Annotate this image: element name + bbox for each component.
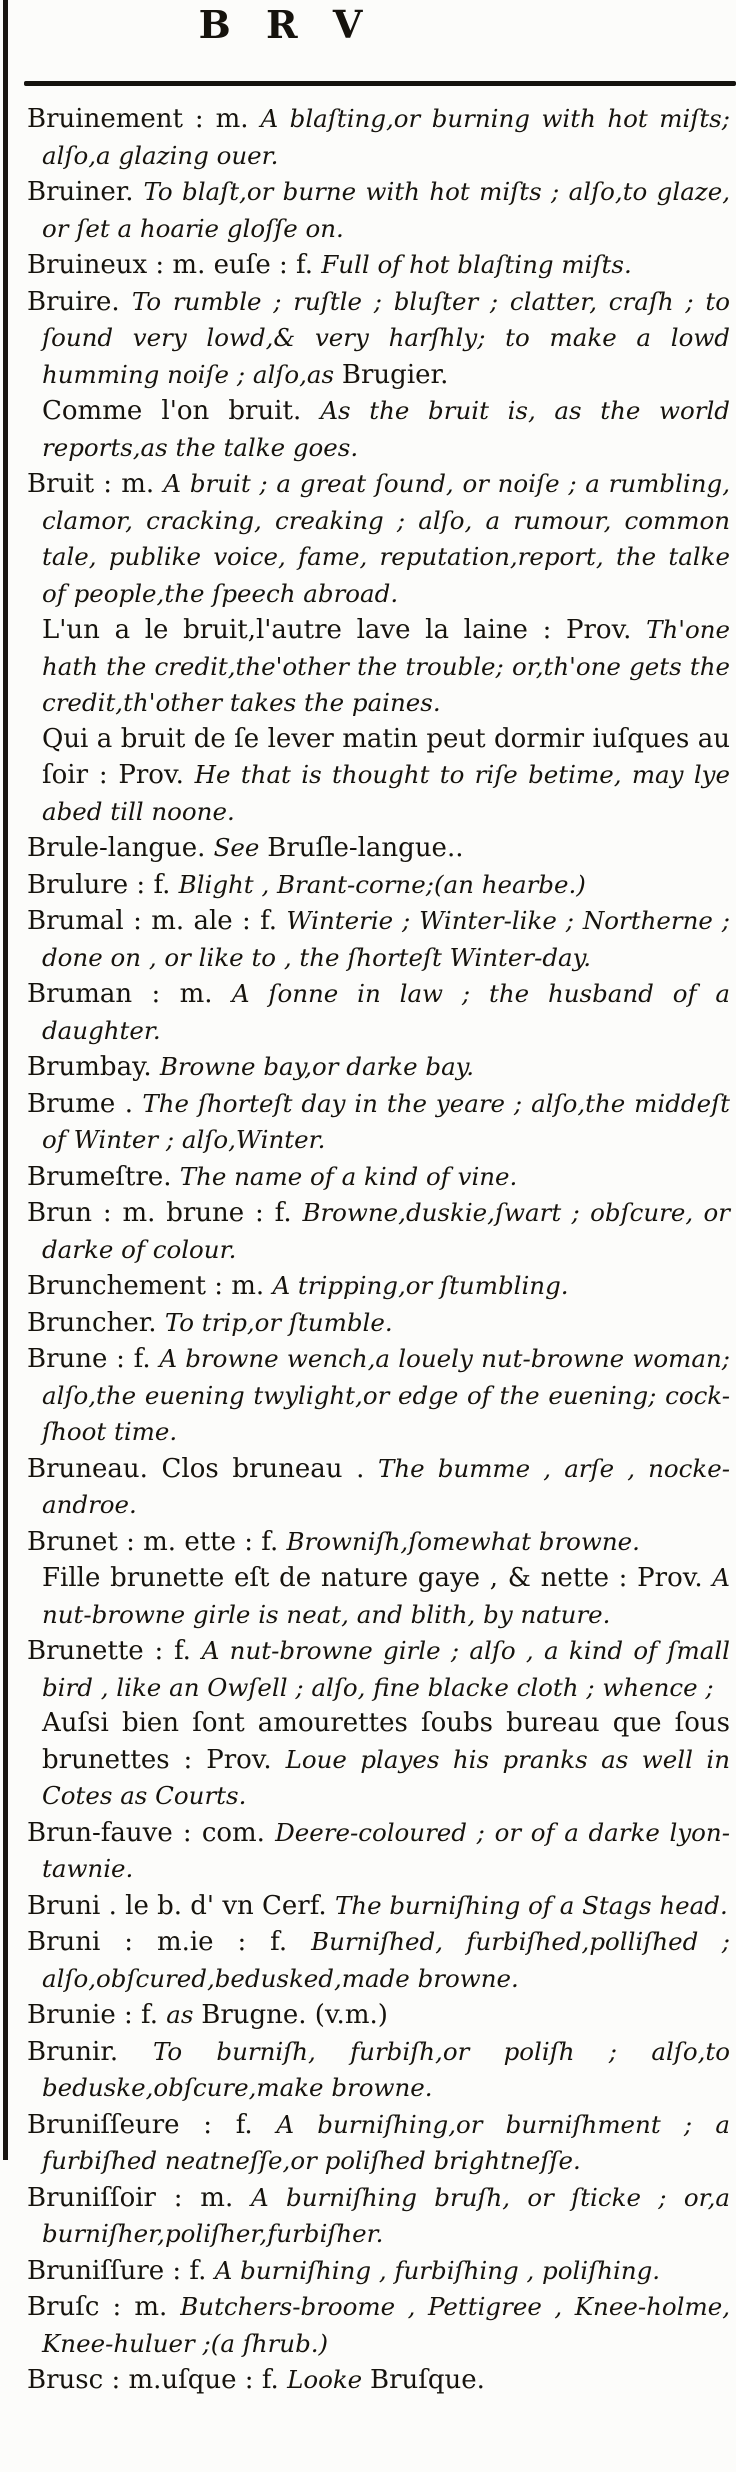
- definition-text: The ſhorteſt day in the yeare ; alſo,the middeſt of Winter ; alſo,Winter.: [42, 1088, 730, 1154]
- headword-french-text: Bruni : m.ie : f.: [27, 1927, 312, 1957]
- headword-french-text: Bruman : m.: [27, 979, 232, 1009]
- definition-text: The name of a kind of vine.: [179, 1161, 518, 1191]
- entries-column: [27, 102, 730, 2400]
- dictionary-entry: [27, 1050, 730, 1087]
- headword-french-text: Bruit : m.: [27, 469, 164, 499]
- dictionary-entry: [27, 977, 730, 1050]
- headword-french-text: Brumbay.: [27, 1052, 160, 1082]
- dictionary-entry: [27, 1998, 730, 2035]
- definition-text: Winterie ; Winter-like ; Northerne ; done on , or like to , the ſhorteſt Winter-day.: [42, 906, 730, 972]
- headword-french-text: Brulure : f.: [27, 869, 179, 900]
- definition-text: Browniſh,ſomewhat browne.: [286, 1526, 640, 1556]
- dictionary-entry: [27, 2290, 730, 2363]
- definition-text: Looke: [287, 2365, 370, 2394]
- definition-text: Full of hot blaſting miſts.: [321, 250, 632, 279]
- headword-french-text: Bruſc : m.: [27, 2292, 181, 2322]
- dictionary-entry: [27, 1925, 730, 1998]
- dictionary-entry: [27, 1306, 730, 1343]
- headword-french-text: Bruneau. Clos bruneau .: [27, 1453, 378, 1484]
- definition-text: Deere-coloured ; or of a darke lyon-tawnie.: [42, 1817, 730, 1883]
- dictionary-entry: [27, 1269, 730, 1306]
- dictionary-entry: [27, 175, 730, 248]
- definition-text: A bruit ; a great ſound, or noiſe ; a rumbling, clamor, cracking, creaking ; alſo, a rumour, common tale, publike voice, fame, reputation,report, the talke of people,the ſpeech abroad.: [42, 469, 730, 608]
- headword-french-text: Bruniſſeure : f.: [27, 2109, 277, 2140]
- definition-text: A burniſhing , furbiſhing , poliſhing.: [214, 2255, 661, 2285]
- definition-text: The burniſhing of a Stags head.: [334, 1890, 728, 1920]
- headword-french-text: Bruineux : m. euſe : f.: [27, 250, 322, 280]
- definition-text: A nut-browne girle ; alſo , a kind of ſmall bird , like an Owſell ; alſo, fine blacke cloth ; whence ;: [42, 1636, 730, 1702]
- definition-text: Th'one hath the credit,the'other the trouble; or,th'one gets the credit,th'other takes the paines.: [42, 615, 730, 717]
- dictionary-entry: [27, 1889, 730, 1926]
- definition-text: To rumble ; ruſtle ; bluſter ; clatter, craſh ; to ſound very lowd,& very harſhly; to make a lowd humming noiſe ; alſo,as: [42, 286, 730, 389]
- definition-text: A ſonne in law ; the husband of a daughter.: [42, 979, 730, 1045]
- headword-french-text: Bruſle-langue..: [267, 833, 464, 863]
- dictionary-entry: [27, 1087, 730, 1160]
- dictionary-entry: [27, 1816, 730, 1889]
- headword-french-text: Brunir.: [27, 2036, 153, 2067]
- definition-text: as: [166, 2000, 202, 2029]
- definition-text: A burniſhing,or burniſhment ; a furbiſhed neatneſſe,or poliſhed brightneſſe.: [42, 2109, 730, 2175]
- left-margin-rule: [3, 0, 8, 2160]
- headword-french-text: Brun : m. brune : f.: [27, 1198, 303, 1228]
- dictionary-entry: [27, 1634, 730, 1707]
- proverb-subentry: [27, 723, 730, 832]
- headword-french-text: Bruiner.: [27, 177, 144, 207]
- definition-text: Blight , Brant-corne;(an hearbe.): [178, 869, 586, 899]
- definition-text: As the bruit is, as the world reports,as the talke goes.: [42, 396, 730, 462]
- definition-text: The bumme , arſe , nocke-androe.: [42, 1453, 730, 1519]
- dictionary-entry: [27, 2254, 730, 2291]
- dictionary-entry: [27, 831, 730, 868]
- headword-french-text: Bruſque.: [369, 2365, 485, 2395]
- headword-french-text: Qui a bruit de ſe lever matin peut dormir iuſques au ſoir : Prov.: [42, 723, 730, 790]
- headword-french-text: Bruni . le b. d' vn Cerf.: [27, 1890, 335, 1921]
- headword-french-text: Comme l'on bruit.: [42, 396, 321, 426]
- proverb-subentry: [27, 394, 730, 467]
- definition-text: Browne,duskie,ſwart ; obſcure, or darke of colour.: [42, 1198, 730, 1264]
- headword-french-text: Brumal : m. ale : f.: [27, 906, 287, 936]
- headword-french-text: Bruire.: [27, 286, 132, 317]
- dictionary-entry: [27, 1160, 730, 1197]
- dictionary-entry: [27, 904, 730, 977]
- dictionary-entry: [27, 2035, 730, 2108]
- dictionary-entry: [27, 1196, 730, 1269]
- running-head: B R V: [198, 2, 374, 47]
- dictionary-entry: [27, 1525, 730, 1562]
- headword-french-text: Brunie : f.: [27, 2000, 167, 2030]
- proverb-subentry: [27, 1561, 730, 1634]
- headword-french-text: Brugne. (v.m.): [201, 2000, 388, 2030]
- definition-text: A blaſting,or burning with hot miſts; alſo,a glazing ouer.: [42, 104, 731, 170]
- dictionary-entry: [27, 248, 730, 285]
- definition-text: A tripping,or ſtumbling.: [272, 1271, 569, 1300]
- dictionary-entry: [27, 467, 730, 613]
- dictionary-entry: [27, 102, 730, 175]
- headword-french-text: Bruinement : m.: [27, 104, 261, 134]
- dictionary-entry: [27, 285, 730, 395]
- headword-french-text: Bruncher.: [27, 1307, 165, 1338]
- dictionary-entry: [27, 1342, 730, 1452]
- dictionary-entry: [27, 2108, 730, 2181]
- headword-french-text: Brunchement : m.: [27, 1271, 273, 1301]
- definition-text: To blaſt,or burne with hot miſts ; alſo,to glaze, or ſet a hoarie gloſſe on.: [42, 177, 730, 243]
- definition-text: A burniſhing bruſh, or ſticke ; or,a burniſher,poliſher,furbiſher.: [42, 2182, 730, 2248]
- headword-french-text: Brun-fauve : com.: [27, 1817, 276, 1848]
- definition-text: To burniſh, furbiſh,or poliſh ; alſo,to beduske,obſcure,make browne.: [42, 2036, 730, 2102]
- definition-text: Browne bay,or darke bay.: [159, 1052, 475, 1081]
- headword-french-text: Brule-langue.: [27, 833, 214, 863]
- headword-french-text: Brume .: [27, 1088, 143, 1119]
- definition-text: Loue playes his pranks as well in Cotes as Courts.: [42, 1744, 731, 1810]
- headword-french-text: Fille brunette eſt de nature gaye , & nette : Prov.: [42, 1563, 713, 1593]
- headword-french-text: Bruniſſure : f.: [27, 2255, 215, 2286]
- headword-french-text: Bruniſſoir : m.: [27, 2182, 252, 2213]
- headword-french-text: Brugier.: [341, 359, 449, 390]
- headword-french-text: Brunet : m. ette : f.: [27, 1526, 287, 1557]
- definition-text: A nut-browne girle is neat, and blith, by nature.: [42, 1563, 730, 1629]
- proverb-subentry: [27, 613, 730, 723]
- headword-french-text: Brumeſtre.: [27, 1161, 180, 1192]
- headword-french-text: Brunette : f.: [27, 1636, 202, 1666]
- dictionary-entry: [27, 868, 730, 905]
- headword-french-text: Brune : f.: [27, 1344, 160, 1374]
- definition-text: Burniſhed, furbiſhed,polliſhed ; alſo,obſcured,bedusked,made browne.: [42, 1927, 731, 1993]
- dictionary-entry: [27, 1452, 730, 1525]
- dictionary-entry: [27, 2363, 730, 2400]
- definition-text: See: [213, 833, 268, 862]
- headword-french-text: L'un a le bruit,l'autre lave la laine : Prov.: [42, 615, 647, 645]
- headword-french-text: Brusc : m.uſque : f.: [27, 2365, 288, 2395]
- headword-french-text: Auſsi bien ſont amourettes ſoubs bureau que ſous brunettes : Prov.: [42, 1708, 730, 1775]
- proverb-subentry: [27, 1707, 730, 1816]
- header-divider-rule: [24, 81, 736, 86]
- definition-text: A browne wench,a louely nut-browne woman; alſo,the euening twylight,or edge of the euening; cock-ſhoot time.: [42, 1344, 730, 1446]
- definition-text: To trip,or ſtumble.: [164, 1307, 393, 1337]
- dictionary-entry: [27, 2181, 730, 2254]
- definition-text: He that is thought to riſe betime, may lye abed till noone.: [42, 760, 730, 826]
- definition-text: Butchers-broome , Pettigree , Knee-holme, Knee-huluer ;(a ſhrub.): [42, 2292, 730, 2358]
